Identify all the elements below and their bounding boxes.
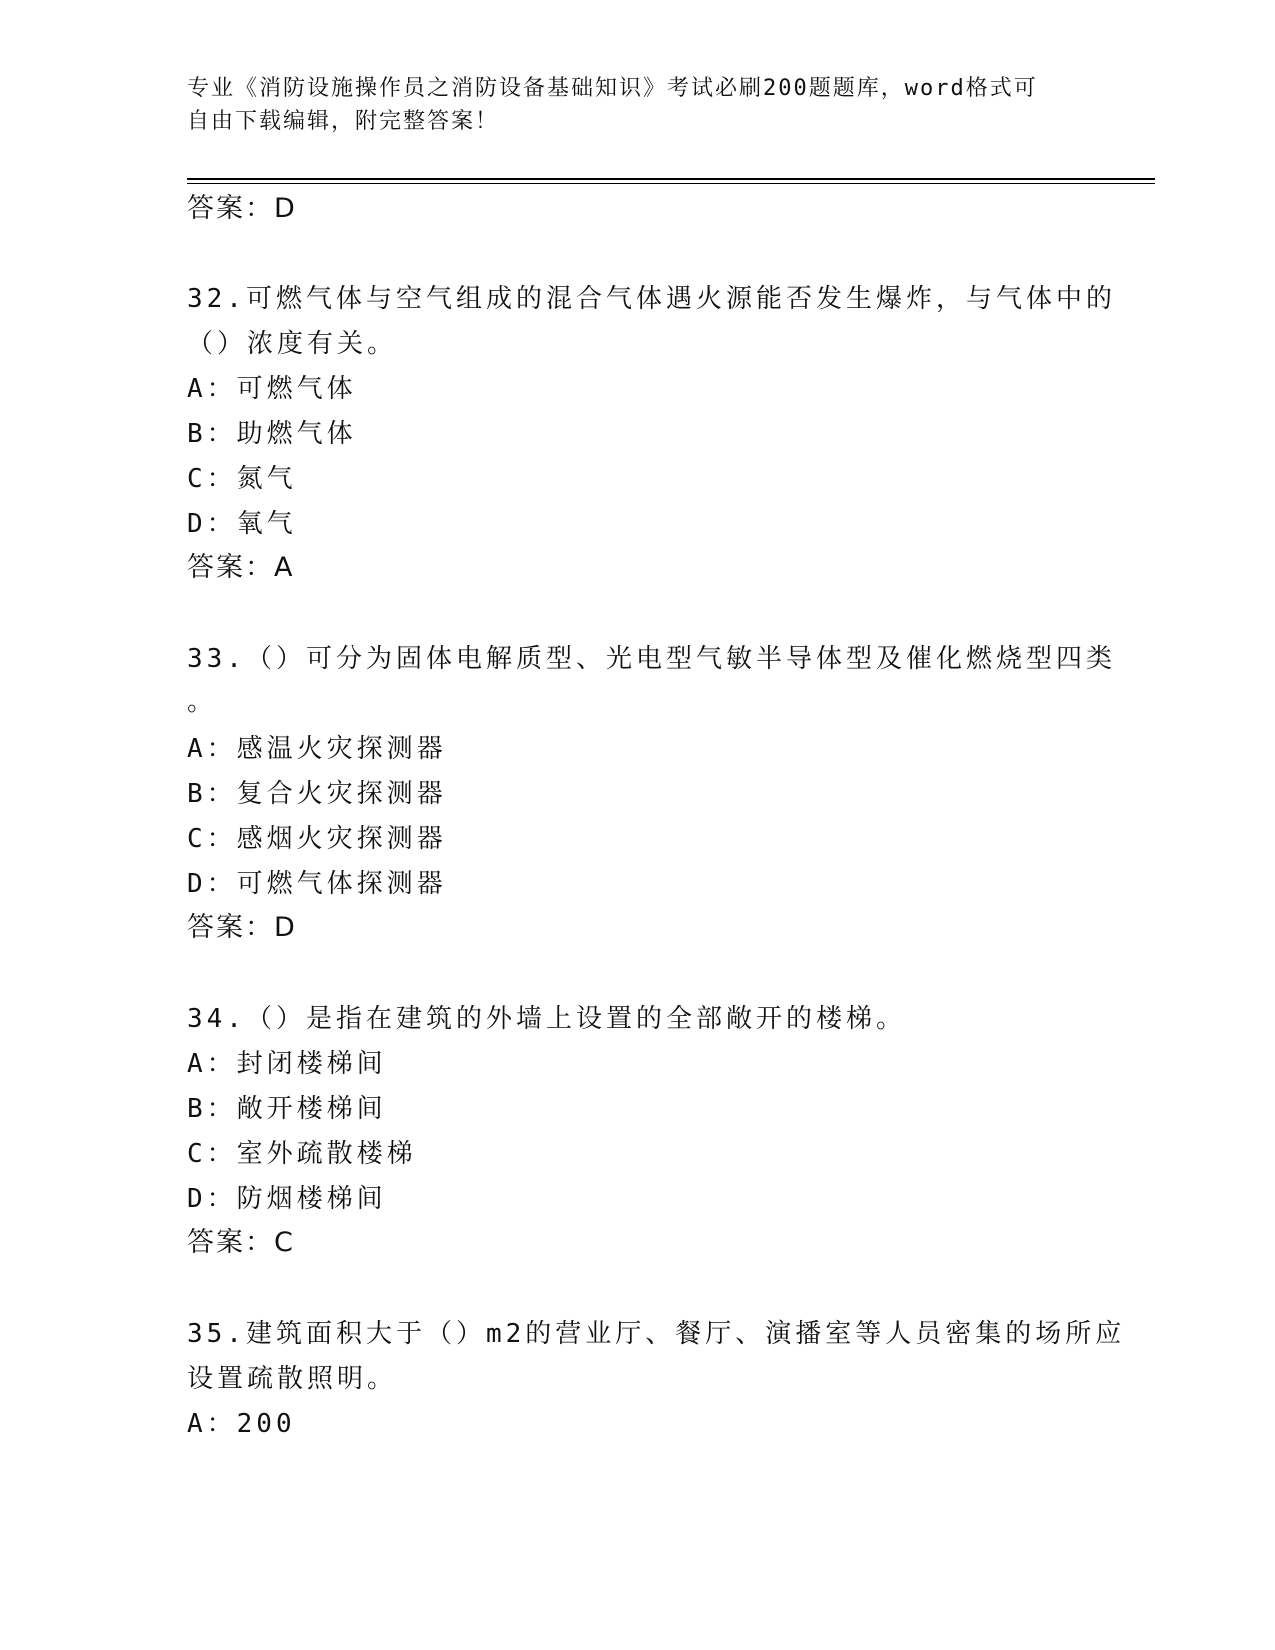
question-35-stem-line-2: 设置疏散照明。 bbox=[187, 1364, 398, 1394]
question-33-option-d: D：可燃气体探测器 bbox=[187, 869, 447, 899]
previous-answer: 答案：D bbox=[187, 193, 297, 224]
question-34-stem: 34.（）是指在建筑的外墙上设置的全部敞开的楼梯。 bbox=[187, 1004, 906, 1034]
question-33-option-a: A：感温火灾探测器 bbox=[187, 734, 447, 764]
question-33-stem-line-2: 。 bbox=[187, 687, 218, 717]
question-33-option-c: C：感烟火灾探测器 bbox=[187, 824, 447, 854]
question-35-stem-line-1: 35.建筑面积大于（）m2的营业厅、餐厅、演播室等人员密集的场所应 bbox=[187, 1319, 1126, 1349]
header-line-2: 自由下载编辑，附完整答案！ bbox=[187, 109, 500, 134]
question-34-answer: 答案：C bbox=[187, 1227, 295, 1258]
question-32-option-c: C：氮气 bbox=[187, 464, 297, 494]
question-32-answer: 答案：A bbox=[187, 552, 295, 583]
header-rule-thick bbox=[187, 178, 1155, 180]
question-35-option-a: A：200 bbox=[187, 1409, 296, 1439]
question-34-option-c: C：室外疏散楼梯 bbox=[187, 1139, 417, 1169]
question-32-option-b: B：助燃气体 bbox=[187, 419, 357, 449]
question-34-option-d: D：防烟楼梯间 bbox=[187, 1184, 387, 1214]
question-34-option-b: B：敞开楼梯间 bbox=[187, 1094, 387, 1124]
question-32-stem-line-1: 32.可燃气体与空气组成的混合气体遇火源能否发生爆炸，与气体中的 bbox=[187, 284, 1116, 314]
question-34-option-a: A：封闭楼梯间 bbox=[187, 1049, 387, 1079]
header-line-1: 专业《消防设施操作员之消防设备基础知识》考试必刷200题题库，word格式可 bbox=[187, 76, 1038, 101]
question-32-option-a: A：可燃气体 bbox=[187, 374, 357, 404]
question-32-stem-line-2: （）浓度有关。 bbox=[187, 329, 398, 359]
question-32-option-d: D：氧气 bbox=[187, 509, 297, 539]
document-header bbox=[187, 72, 1087, 138]
header-rule-thin bbox=[187, 183, 1155, 184]
question-33-option-b: B：复合火灾探测器 bbox=[187, 779, 447, 809]
question-33-answer: 答案：D bbox=[187, 912, 297, 943]
question-33-stem-line-1: 33.（）可分为固体电解质型、光电型气敏半导体型及催化燃烧型四类 bbox=[187, 644, 1116, 674]
